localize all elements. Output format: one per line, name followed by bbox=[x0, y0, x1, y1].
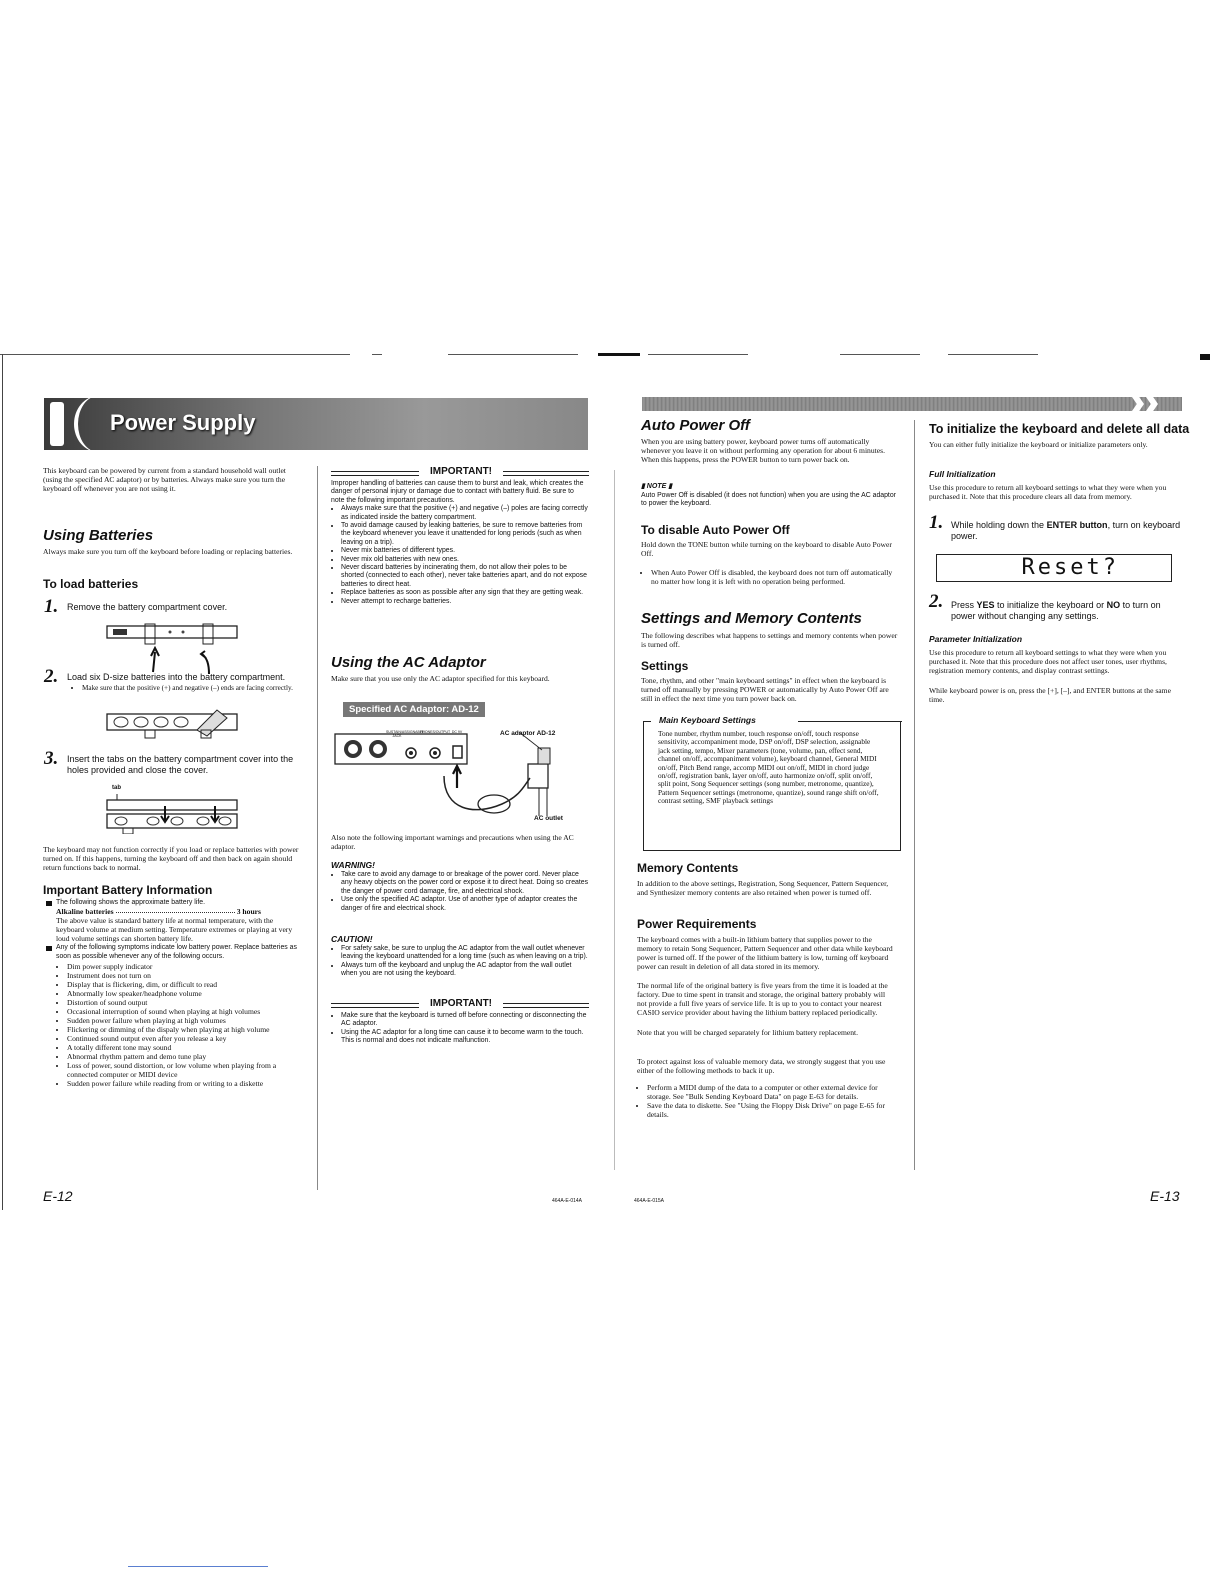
ac-adaptor-heading: Using the AC Adaptor bbox=[331, 654, 486, 671]
intro-text: This keyboard can be powered by current from a standard household wall outlet (using the specified AC adaptor) or by batteries. Always make sure you turn the keyboard off whenever you are not using it. bbox=[43, 466, 286, 493]
init-step1-text-a: While holding down the bbox=[951, 520, 1047, 530]
page-code-left: 464A-E-014A bbox=[552, 1198, 583, 1204]
power-requirements-heading: Power Requirements bbox=[637, 917, 757, 931]
warning-list bbox=[331, 871, 589, 913]
warning-item: • Take care to avoid any damage to or breakage of the power cord. Never place any heavy objects on the power cord or expose it to direct heat. Doing so creates the danger of power cord damage, fire, and electrical shock. bbox=[341, 871, 589, 896]
right-column-divider bbox=[914, 420, 915, 1170]
param-init-text-2: While keyboard power is on, press the [+], [–], and ENTER buttons at the same time. bbox=[929, 686, 1171, 704]
settings-memory-text: The following describes what happens to settings and memory contents when power is turned off. bbox=[641, 631, 898, 649]
symptom-item: • Flickering or dimming of the dispaly when playing at high volume bbox=[67, 1025, 302, 1034]
symptom-item: • Sudden power failure when playing at high volumes bbox=[67, 1016, 302, 1025]
init-step2-text bbox=[951, 600, 1183, 622]
caution-item: • Always turn off the keyboard and unplug the AC adaptor from the wall outlet when you are not using the keyboard. bbox=[341, 962, 589, 979]
step1-text: Remove the battery compartment cover. bbox=[67, 602, 228, 612]
important-item: • Replace batteries as soon as possible after any sign that they are getting weak. bbox=[341, 589, 589, 597]
symptom-item: • Instrument does not turn on bbox=[67, 971, 302, 980]
important-item: • Never mix old batteries with new ones. bbox=[341, 556, 589, 564]
specified-adaptor-badge: Specified AC Adaptor: AD-12 bbox=[343, 702, 485, 717]
ac-adaptor-after-text: Also note the following important warnings and precautions when using the AC adaptor. bbox=[331, 833, 574, 851]
auto-power-off-heading: Auto Power Off bbox=[641, 417, 750, 434]
jack-label-phones: PHONES/OUTPUT bbox=[420, 730, 451, 734]
important-list bbox=[331, 505, 589, 606]
init-step2-number: 2. bbox=[929, 591, 944, 612]
column-divider bbox=[317, 466, 318, 1190]
jack-label-dc: DC 9V bbox=[451, 730, 463, 734]
memory-contents-text: In addition to the above settings, Registration, Song Sequencer, Pattern Sequencer, and Synthesizer memory contents are also retained when power is turned off. bbox=[637, 879, 889, 897]
power-req-text-3: Note that you will be charged separately for lithium battery replacement. bbox=[637, 1028, 859, 1037]
page-code-right: 464A-E-015A bbox=[634, 1198, 665, 1204]
symptom-item: • Dim power supply indicator bbox=[67, 962, 302, 971]
ac-outlet-label: AC outlet bbox=[534, 815, 563, 822]
note-title: ▮ NOTE ▮ bbox=[641, 483, 673, 490]
symptom-item: • Occasional interruption of sound when playing at high volumes bbox=[67, 1007, 302, 1016]
caution-title: CAUTION! bbox=[331, 934, 373, 944]
main-keyboard-settings-box bbox=[643, 715, 901, 851]
init-step2-text-e: to turn on power without changing any settings. bbox=[951, 600, 1161, 621]
important-item-2: • Make sure that the keyboard is turned off before connecting or disconnecting the AC adaptor. bbox=[341, 1012, 589, 1029]
banner-title: Power Supply bbox=[110, 410, 256, 435]
disable-bullet: • When Auto Power Off is disabled, the keyboard does not turn off automatically no matter how long it is left with no operation being performed. bbox=[651, 568, 901, 586]
note-text: Auto Power Off is disabled (it does not function) when you are using the AC adaptor to power the keyboard. bbox=[641, 492, 896, 508]
to-load-heading: To load batteries bbox=[43, 577, 139, 591]
param-init-title: Parameter Initialization bbox=[929, 634, 1023, 644]
using-batteries-text: Always make sure you turn off the keyboard before loading or replacing batteries. bbox=[43, 547, 293, 556]
symptom-item: • Sudden power failure while reading from or writing to a diskette bbox=[67, 1079, 302, 1088]
no-button-label: NO bbox=[1106, 600, 1121, 610]
tab-label: tab bbox=[112, 785, 121, 791]
ac-adaptor-label: AC adaptor AD-12 bbox=[500, 730, 556, 737]
initialize-text: You can either fully initialize the keyboard or initialize parameters only. bbox=[929, 440, 1148, 449]
auto-power-off-text: When you are using battery power, keyboard power turns off automatically whenever you leave it on without performing any operation for about 6 minutes. When this happens, press the POWER button to turn power back on. bbox=[641, 437, 885, 464]
disable-heading: To disable Auto Power Off bbox=[641, 523, 790, 537]
battery-cover-insert-illustration bbox=[105, 794, 240, 834]
battery-loading-illustration bbox=[105, 708, 240, 740]
alkaline-row bbox=[56, 907, 261, 916]
symptom-list bbox=[56, 962, 302, 1088]
disable-text: Hold down the TONE button while turning on the keyboard to disable Auto Power Off. bbox=[641, 540, 892, 558]
important-box-1 bbox=[331, 466, 589, 606]
settings-text: Tone, rhythm, and other "main keyboard settings" in effect when the keyboard is turned off manually by pressing POWER or automatically by Auto Power Off are still in effect the next time you turn power back on. bbox=[641, 676, 889, 703]
init-step1-text-c: , turn on keyboard power. bbox=[951, 520, 1181, 541]
important-battery-list bbox=[56, 899, 302, 1088]
step3-text: Insert the tabs on the battery compartment cover into the holes provided and close the cover. bbox=[67, 754, 294, 775]
initialize-heading: To initialize the keyboard and delete all data bbox=[929, 422, 1190, 436]
title-banner bbox=[44, 398, 588, 450]
yes-button-label: YES bbox=[976, 600, 995, 610]
power-req-text-1: The keyboard comes with a built-in lithium battery that supplies power to the memory to retain Song Sequencer, Pattern Sequencer and other data while keyboard power is turned off. If the power of the lithium battery is low, turning off keyboard power can result in deletion of all data stored in its memory. bbox=[637, 935, 893, 971]
battery-life-note: The above value is standard battery life at normal temperature, with the keyboard volume at medium setting. Temperature extremes or playing at very loud volume settings can shorten battery life. bbox=[56, 916, 293, 944]
battery-cover-removal-illustration bbox=[105, 620, 240, 678]
banner-bracket-icon bbox=[50, 402, 64, 446]
power-req-text-4: To protect against loss of valuable memory data, we strongly suggest that you use either of the following methods to back it up. bbox=[637, 1057, 886, 1075]
lcd-display bbox=[936, 554, 1172, 582]
important-title: IMPORTANT! bbox=[429, 466, 493, 477]
important-item: • Never mix batteries of different types. bbox=[341, 547, 589, 555]
init-step1-number: 1. bbox=[929, 512, 944, 533]
low-battery-item bbox=[56, 944, 302, 961]
lcd-display-text: Reset? bbox=[1021, 555, 1119, 580]
symptom-item: • Abnormally low speaker/headphone volume bbox=[67, 989, 302, 998]
alkaline-label: Alkaline batteries bbox=[56, 907, 114, 917]
settings-heading: Settings bbox=[641, 659, 689, 673]
step3-number: 3. bbox=[44, 748, 59, 769]
battery-life-intro: The following shows the approximate battery life. bbox=[56, 899, 205, 906]
backup-method-item: • Perform a MIDI dump of the data to a computer or other external device for storage. See "Bulk Sending Keyboard Data" on page E-63 for details. bbox=[647, 1083, 901, 1101]
main-keyboard-settings-title: Main Keyboard Settings bbox=[656, 715, 759, 725]
after-steps-text: The keyboard may not function correctly if you load or replace batteries with power turned on. If this happens, turning the keyboard off and then back on again should return functions back to normal. bbox=[43, 845, 299, 872]
important-item: • Never attempt to recharge batteries. bbox=[341, 598, 589, 606]
step2-text: Load six D-size batteries into the battery compartment. bbox=[67, 672, 286, 682]
step1-number: 1. bbox=[44, 596, 59, 617]
memory-contents-heading: Memory Contents bbox=[637, 861, 739, 875]
main-keyboard-settings-text: Tone number, rhythm number, touch response on/off, touch response sensitivity, accompaniment mode, DSP on/off, DSP selection, assignable jack setting, tempo, Mixer parameters (tone, volume, pan, effect send, channel on/off, accompaniment volume), keyboard channel, General MIDI on/off, Pitch Bend range, accomp MIDI out on/off, MIDI in chord judge on/off, registration bank, layer on/off, auto harmonize on/off, split on/off, split point, Song Sequencer settings (song number, metronome, quantize), Pattern Sequencer settings (metronome, quantize), sound range shift on/off, contrast setting, SMF playback settings bbox=[658, 729, 879, 806]
important-title-2: IMPORTANT! bbox=[429, 998, 493, 1009]
symptom-item: • Distortion of sound output bbox=[67, 998, 302, 1007]
warning-title: WARNING! bbox=[331, 860, 375, 870]
settings-memory-heading: Settings and Memory Contents bbox=[641, 610, 862, 627]
param-init-text: Use this procedure to return all keyboard settings to what they were when you purchased it. Note that this procedure does not affect user tones, user rhythms, registration memory contents, and display contrast settings. bbox=[929, 648, 1167, 675]
center-gutter-line bbox=[614, 470, 615, 1170]
alkaline-value: 3 hours bbox=[236, 907, 261, 917]
symptom-item: • Loss of power, sound distortion, or low volume when playing from a connected computer or MIDI device bbox=[67, 1061, 302, 1079]
important-box-2 bbox=[331, 998, 589, 1046]
ac-adaptor-illustration bbox=[334, 724, 584, 820]
important-battery-heading: Important Battery Information bbox=[43, 883, 213, 897]
symptom-item: • Display that is flickering, dim, or difficult to read bbox=[67, 980, 302, 989]
warning-item: • Use only the specified AC adaptor. Use of another type of adaptor creates the danger of fire and electrical shock. bbox=[341, 896, 589, 913]
backup-methods-list bbox=[637, 1083, 901, 1119]
caution-list bbox=[331, 945, 589, 979]
symptom-item: • A totally different tone may sound bbox=[67, 1043, 302, 1052]
backup-method-item: • Save the data to diskette. See "Using the Floppy Disk Drive" on page E-65 for details. bbox=[647, 1101, 901, 1119]
enter-button-label: ENTER button bbox=[1046, 520, 1108, 530]
caution-item: • For safety sake, be sure to unplug the AC adaptor from the wall outlet whenever leaving the keyboard unattended for a long time (such as when leaving on a trip). bbox=[341, 945, 589, 962]
page-number-right: E-13 bbox=[1150, 1188, 1180, 1204]
symptom-item: • Abnormal rhythm pattern and demo tune play bbox=[67, 1052, 302, 1061]
disable-bullet-list bbox=[641, 568, 901, 586]
step2-number: 2. bbox=[44, 666, 59, 687]
right-banner bbox=[642, 397, 1182, 411]
init-step1-text bbox=[951, 520, 1183, 542]
using-batteries-heading: Using Batteries bbox=[43, 527, 154, 544]
step2-bullet-list bbox=[72, 684, 310, 693]
important-item: • Never discard batteries by incinerating them, do not allow their poles to be shorted (connected to each other), never take batteries apart, and do not expose batteries to direct heat. bbox=[341, 564, 589, 589]
note-title-text: NOTE bbox=[646, 483, 667, 490]
init-step2-text-a: Press bbox=[951, 600, 977, 610]
full-init-title: Full Initialization bbox=[929, 469, 996, 479]
important-item-2: • Using the AC adaptor for a long time can cause it to become warm to the touch. This is normal and does not indicate malfunction. bbox=[341, 1029, 589, 1046]
symptom-item: • Continued sound output even after you release a key bbox=[67, 1034, 302, 1043]
page-number-left: E-12 bbox=[43, 1188, 73, 1204]
bottom-scan-line bbox=[128, 1566, 268, 1567]
important-intro: Improper handling of batteries can cause them to burst and leak, which creates the danger of personal injury or damage due to contact with battery fluid. Be sure to note the following important precautions. bbox=[331, 480, 584, 504]
left-edge-rule bbox=[2, 354, 3, 1210]
battery-life-item bbox=[56, 899, 302, 907]
jack-label-sustain: SUSTAIN/ASSIGNABLE JACK bbox=[386, 730, 425, 738]
important-item: • Always make sure that the positive (+) and negative (–) poles are facing correctly as indicated inside the battery compartment. bbox=[341, 505, 589, 522]
init-step2-text-c: to initialize the keyboard or bbox=[994, 600, 1107, 610]
step2-bullet: • Make sure that the positive (+) and negative (–) ends are facing correctly. bbox=[82, 684, 310, 693]
power-req-text-2: The normal life of the original battery is five years from the time it is loaded at the factory. Due to time spent in transit and storage, the original battery probably will not provide a full five years of service life. It is up to you to contact your nearest CASIO service provider about having the lithium battery replaced periodically. bbox=[637, 981, 888, 1017]
full-init-text: Use this procedure to return all keyboard settings to what they were when you purchased it. Note that this procedure clears all data from memory. bbox=[929, 483, 1167, 501]
important-list-2 bbox=[331, 1012, 589, 1046]
ac-adaptor-text: Make sure that you use only the AC adaptor specified for this keyboard. bbox=[331, 674, 550, 683]
important-item: • To avoid damage caused by leaking batteries, be sure to remove batteries from the keyboard whenever you leave it unattended for long periods (such as when leaving on a trip). bbox=[341, 522, 589, 547]
low-battery-intro: Any of the following symptoms indicate low battery power. Replace batteries as soon as possible whenever any of the following occurs. bbox=[56, 944, 297, 960]
